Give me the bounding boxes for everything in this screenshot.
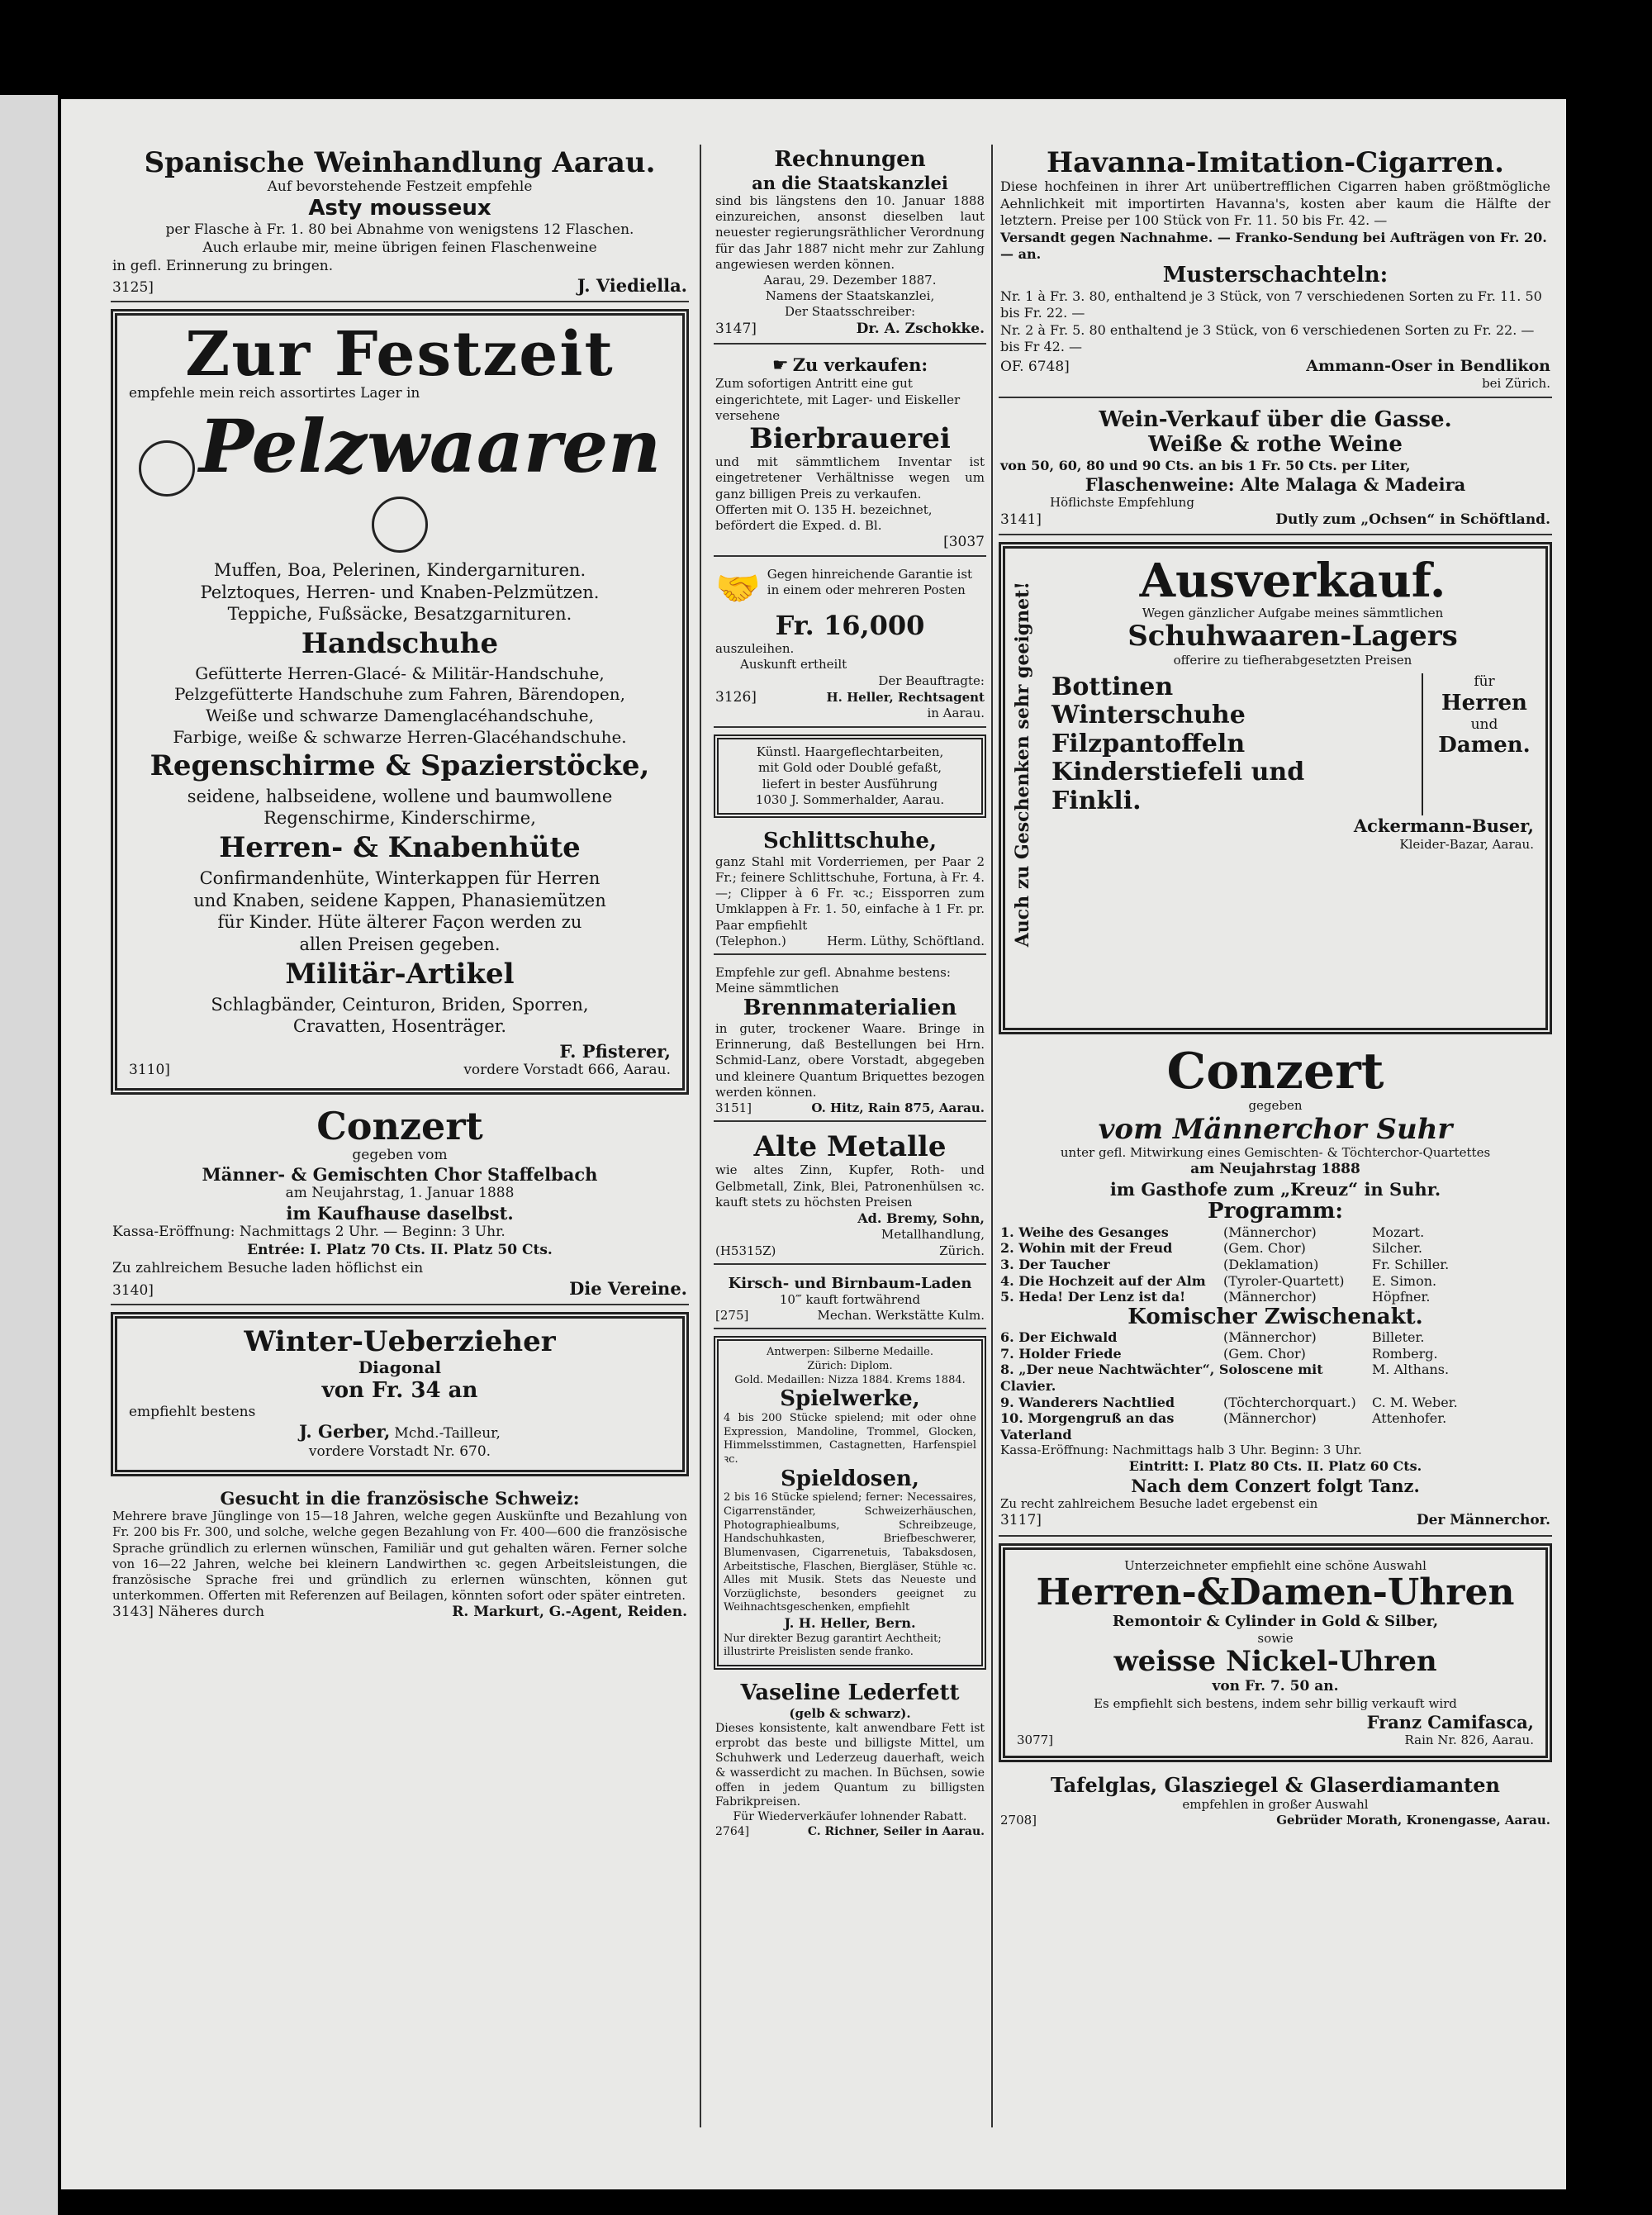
ad-title: Havanna-Imitation-Cigarren. [1047,146,1504,179]
ad-text: Wegen gänzlicher Aufgabe meines sämmtlichen [1142,606,1444,621]
ad-number: 3147] [715,320,757,337]
ad-conzert-suhr [999,1043,1552,1536]
ad-title: Tafelglas, Glasziegel & Glaserdiamanten [1051,1772,1500,1797]
ornament-icon [372,497,428,553]
ad-signature: Der Männerchor. [1416,1512,1550,1529]
ad-title: Winter-Ueberzieher [244,1324,556,1358]
ad-text: Entrée: I. Platz 70 Cts. II. Platz 50 Cts. [247,1242,553,1259]
ad-subtitle: weisse Nickel-Uhren [1113,1645,1437,1679]
ad-text: Näheres durch [158,1604,265,1621]
ad-vaseline [714,1678,986,1843]
list-item: Cravatten, Hosenträger. [292,1016,507,1037]
ad-text: in guter, trockener Waare. Bringe in Erinnerung, daß Bestellungen bei Hrn. Schmid-Lanz, obere Vorstadt, abgegeben und kleinere Quantum Briquettes bezogen werden können. [715,1021,985,1100]
ad-text: Zu zahlreichem Besuche laden höflichst ein [112,1259,424,1276]
ad-text: empfiehlt bestens [129,1403,256,1420]
column-middle [714,145,986,1850]
ad-signature: Ad. Bremy, Sohn, [857,1210,985,1226]
section-title: Regenschirme & Spazierstöcke, [150,749,650,783]
ad-text: Antwerpen: Silberne Medaille. [767,1346,933,1359]
ad-text: Kassa-Eröffnung: Nachmittags halb 3 Uhr. Beginn: 3 Uhr. [1000,1443,1362,1458]
ad-signature: Franz Camifasca, [1366,1711,1534,1733]
program-list [1000,1329,1550,1443]
program-item: 8. „Der neue Nachtwächter“, Soloscene mit Clavier. M. Althans. [1000,1362,1450,1394]
ad-subtitle: Männer- & Gemischten Chor Staffelbach [202,1164,598,1186]
ad-address: Rain Nr. 826, Aarau. [1404,1732,1534,1747]
ad-signature: J. H. Heller, Bern. [784,1615,916,1632]
program-list [1000,1224,1550,1305]
list-item: Regenschirme, Kinderschirme, [263,808,536,829]
ad-text: Auskunft ertheilt [740,657,847,673]
newspaper-page [61,99,1566,2189]
ad-text: Offerten mit O. 135 H. bezeichnet, befördert die Exped. d. Bl. [715,501,933,534]
ad-address: vordere Vorstadt Nr. 670. [308,1443,491,1461]
facing-page-edge [0,95,58,2215]
ornament-icon [139,440,195,497]
list-item: Farbige, weiße & schwarze Herren-Glacéhandschuhe. [173,726,627,747]
ad-text: bei Zürich. [1482,375,1550,391]
ad-price: von Fr. 7. 50 an. [1212,1677,1339,1695]
ad-text: empfehlen in großer Auswahl [1182,1796,1369,1812]
ad-signature: F. Pfisterer, [559,1041,671,1062]
column-left [111,145,689,1633]
ad-signature: H. Heller, Rechtsagent [826,689,985,705]
ad-text: am Neujahrstag, 1. Januar 1888 [285,1185,515,1202]
ad-signature: J. Gerber, [299,1421,391,1443]
ad-signature: Ammann-Oser in Bendlikon [1306,356,1550,375]
ad-number: 3143] [112,1604,154,1621]
ad-subtitle: Musterschachteln: [1162,262,1389,288]
ad-text: Mchd.-Tailleur, [394,1425,501,1443]
ad-text: Gold. Medaillen: Nizza 1884. Krems 1884. [734,1373,966,1386]
ad-text: Kassa-Eröffnung: Nachmittags 2 Uhr. — Beginn: 3 Uhr. [112,1224,506,1241]
ad-number: (H5315Z) [715,1243,776,1258]
ad-subtitle: im Kaufhause daselbst. [286,1203,514,1224]
list-item: und Knaben, seidene Kappen, Phanasiemützen [193,890,606,910]
ad-title: Wein-Verkauf über die Gasse. [1099,407,1452,432]
ad-text: in gefl. Erinnerung zu bringen. [112,257,334,274]
list-item: Weiße und schwarze Damenglacéhandschuhe, [206,705,594,725]
ad-weinhandlung [111,145,689,302]
ad-text: und [1470,715,1498,733]
ad-text: Diese hochfeinen in ihrer Art unübertrefflichen Cigarren haben größtmögliche Aehnlichkeit mit importirten Havanna's, kosten aber kaum die Hälfte der letztern. Preise per 100 Stück von Fr. 11. 50 bis Fr. 42. — [1000,178,1550,229]
ad-signature: Mechan. Werkstätte Kulm. [817,1308,985,1324]
ad-text: 10‴ kauft fortwährend [779,1292,921,1308]
list-item: Muffen, Boa, Pelerinen, Kindergarnituren. [213,559,586,580]
ad-text: Herren [1441,690,1527,715]
ad-text: Auch erlaube mir, meine übrigen feinen Flaschenweine [202,239,597,256]
ad-text: Kleider-Bazar, Aarau. [1399,836,1534,852]
ad-number: 3151] [715,1100,752,1115]
ad-title: Conzert [316,1104,483,1149]
ad-text: mit Gold oder Doublé gefaßt, [758,760,942,776]
ad-title: Ausverkauf. [1139,554,1446,609]
ad-address: vordere Vorstadt 666, Aarau. [463,1062,671,1079]
program-item: 10. Morgengruß an das Vaterland (Männerchor) Attenhofer. [1000,1410,1447,1443]
ad-text: für [1474,673,1495,690]
ad-text: ganz Stahl mit Vorderriemen, per Paar 2 Fr.; feinere Schlittschuhe, Fortuna, à Fr. 4. —; Clipper à 6 Fr. ꝛc.; Eissporren zum Umklappen à Fr. 1. 50, einfache à 1 Fr. pr. Paar empfiehlt [715,853,985,933]
ad-subtitle: (gelb & schwarz). [789,1705,911,1721]
list-item: Teppiche, Fußsäcke, Besatzgarnituren. [227,604,572,625]
ad-number: OF. 6748] [1000,358,1070,375]
ad-text: Empfehle zur gefl. Abnahme bestens: Meine sämmtlichen [715,964,951,996]
ad-number: 3140] [112,1281,154,1299]
list-item: Confirmandenhüte, Winterkappen für Herren [199,867,601,888]
ad-text: Damen. [1438,733,1531,758]
ad-text: Nach dem Conzert folgt Tanz. [1131,1475,1420,1496]
ad-signature: Dutly zum „Ochsen“ in Schöftland. [1275,511,1550,528]
ad-signature: J. Viediella. [577,275,687,297]
ad-kirsch [714,1271,986,1330]
ad-signature: Ackermann-Buser, [1353,815,1534,837]
ad-number: 2764] [715,1825,750,1839]
ad-uhren [999,1543,1552,1762]
ad-text: Nr. 1 à Fr. 3. 80, enthaltend je 3 Stück, von 7 verschiedenen Sorten zu Fr. 11. 50 bis Fr. 22. — [1000,288,1542,321]
ad-signature: Herm. Lüthy, Schöftland. [827,933,985,948]
list-item: Gefütterte Herren-Glacé- & Militär-Handschuhe, [195,663,605,683]
ad-text: unter gefl. Mitwirkung eines Gemischten- & Töchterchor-Quartettes [1060,1144,1491,1160]
product-name: Asty mousseux [308,196,491,221]
ad-ausverkauf [999,542,1552,1034]
ad-subtitle: an die Staatskanzlei [752,172,948,193]
ad-text: Zürich. [939,1243,985,1258]
ad-text: Nr. 2 à Fr. 5. 80 enthaltend je 3 Stück, von 6 verschiedenen Sorten zu Fr. 22. — bis Fr 42. — [1000,321,1535,355]
ad-tafelglas [999,1771,1552,1832]
ad-title: Bierbrauerei [749,421,951,455]
ad-subtitle: Remontoir & Cylinder in Gold & Silber, [1112,1613,1439,1631]
list-item: Schlagbänder, Ceinturon, Briden, Sporren, [211,994,589,1015]
column-rule [700,145,701,2127]
ad-darlehen [714,563,986,728]
list-item: seidene, halbseidene, wollene und baumwollene [187,786,613,806]
ad-title: Kirsch- und Birnbaum-Laden [728,1274,972,1292]
ad-text: 2 bis 16 Stücke spielend; ferner: Necessaires, Cigarrenständer, Schweizerhäuschen, Photographiealbums, Schreibzeuge, Handschuhkasten, Briefbeschwerer, Blumenvasen, Cigarrenetuis, Tabaksdosen, Arbeitstische, Flaschen, Biergläser, Stühle ꝛc. Alles mit Musik. Stets das Neueste und Vorzüglichste, besonders geeignet zu Weihnachtsgeschenken, empfiehlt [724,1491,976,1614]
program-item: 2. Wohin mit der Freud (Gem. Chor) Silcher. [1000,1240,1422,1257]
list-item: Pelzgefütterte Handschuhe zum Fahren, Bärendopen, [174,684,625,705]
ad-text: Dieses konsistente, kalt anwendbare Fett ist erprobt das beste und billigste Mittel, um Schuhwerk und Lederzeug dauerhaft, weich & wasserdicht zu machen. In Büchsen, sowie offen in jedem Quantum zu billigsten Fabrikpreisen. [715,1721,985,1809]
ad-text: Mehrere brave Jünglinge von 15—18 Jahren, welche gegen Auskünfte und Bezahlung von Fr. 200 bis Fr. 300, und solche, welche gegen Bezahlung von Fr. 400—600 die französische Sprache gründlich zu erlernen wünschen, Familiär und gut gehalten wären. Ferner solche von 16—22 Jahren, welche bei kleinern Landwirthen ꝛc. gegen Arbeitsleistungen, die französische Sprache frei und gründlich zu erlernen wünschten, können gut unterkommen. Offerten mit Referenzen auf Beilagen, könnten sofort oder später eintreten. [112,1509,687,1604]
section-title: Herren- & Knabenhüte [219,831,581,865]
column-right [999,145,1552,1839]
ad-weinverkauf [999,405,1552,535]
ad-text: per Flasche à Fr. 1. 80 bei Abnahme von wenigstens 12 Flaschen. [165,221,634,239]
ad-spielwerke [714,1336,986,1670]
ad-heading: Zu verkaufen: [792,354,928,376]
ad-text: Auf bevorstehende Festzeit empfehle [267,178,533,196]
ad-text: Zu recht zahlreichem Besuche ladet ergebenst ein [1000,1495,1318,1511]
ad-conzert-staffelbach [111,1103,689,1305]
hand-list [129,663,671,748]
list-item: allen Preisen gegeben. [299,934,501,955]
ad-haararbeiten [714,734,986,818]
ad-text: Es empfiehlt sich bestens, indem sehr billig verkauft wird [1094,1695,1457,1711]
pointing-hand-icon: ☛ [771,355,789,377]
ad-number: 3077] [1017,1732,1054,1747]
ad-signature: Die Vereine. [569,1277,687,1299]
ad-subtitle: Schuhwaaren-Lagers [1127,620,1458,654]
ad-title: Rechnungen [774,147,926,172]
list-item: Winterschuhe [1051,701,1246,730]
ad-text: Zürich: Diplom. [807,1359,893,1372]
program-heading: Programm: [1208,1199,1343,1224]
program-item: 3. Der Taucher (Deklamation) Fr. Schiller. [1000,1257,1450,1272]
ad-number: 3110] [129,1062,170,1079]
ad-text: 1030 J. Sommerhalder, Aarau. [755,791,945,807]
ad-signature: O. Hitz, Rain 875, Aarau. [811,1100,985,1115]
ad-number: 3141] [1000,511,1042,528]
ad-signature: C. Richner, Seiler in Aarau. [807,1825,985,1839]
section-title: Pelzwaaren [198,403,662,490]
ad-text: in Aarau. [927,705,985,720]
program-item: 7. Holder Friede (Gem. Chor) Romberg. [1000,1345,1438,1362]
program-item: 1. Weihe des Gesanges (Männerchor) Mozart. [1000,1224,1425,1240]
ad-text: Aarau, 29. Dezember 1887. [763,273,937,288]
ad-subtitle: Flaschenweine: Alte Malaga & Madeira [1085,474,1466,496]
program-item: 6. Der Eichwald (Männerchor) Billeter. [1000,1329,1425,1346]
ad-title: Alte Metalle [753,1129,947,1163]
ad-number: 2708] [1000,1812,1037,1828]
ad-rechnungen [714,145,986,345]
ad-schlittschuhe [714,826,986,955]
ad-gesucht [111,1485,689,1627]
program-item: 4. Die Hochzeit auf der Alm (Tyroler-Quartett) E. Simon. [1000,1272,1437,1289]
ad-signature: Dr. A. Zschokke. [856,320,985,337]
ad-text: Eintritt: I. Platz 80 Cts. II. Platz 60 Cts. [1128,1458,1422,1475]
ad-text: Höflichste Empfehlung [1050,495,1194,511]
ad-text: sind bis längstens den 10. Januar 1888 einzureichen, ansonst dieselben laut neuester regierungsräthlicher Verordnung für das Jahr 1887 nicht mehr zur Zahlung angewiesen werden können. [715,193,985,272]
ad-title: Vaseline Lederfett [740,1680,960,1705]
ad-number: 3126] [715,688,757,706]
list-item: Filzpantoffeln [1051,729,1246,758]
pelz-list [129,559,671,626]
mil-list [129,994,671,1039]
list-item: Pelztoques, Herren- und Knaben-Pelzmützen. [200,582,600,602]
ad-text: gegeben [1248,1098,1303,1114]
list-item: Bottinen [1051,672,1174,701]
ad-signature: R. Markurt, G.-Agent, Reiden. [452,1604,687,1621]
program-item: 9. Wanderers Nachtlied (Töchterchorquart.) C. M. Weber. [1000,1394,1458,1410]
ad-text: Diagonal [358,1357,442,1378]
ad-subtitle: Weiße & rothe Weine [1148,431,1403,457]
ad-text: Zum sofortigen Antritt eine gut eingerichtete, mit Lager- und Eiskeller versehene [715,376,961,423]
ad-number: 3117] [1000,1512,1042,1529]
ad-text: Künstl. Haargeflechtarbeiten, [756,744,944,760]
ad-subtitle: vom Männerchor Suhr [1098,1112,1453,1146]
ad-text: wie altes Zinn, Kupfer, Roth- und Gelbmetall, Zink, Blei, Patronenhülsen ꝛc. kauft stets zu höchsten Preisen [715,1162,985,1210]
ad-text: Gegen hinreichende Garantie ist in einem oder mehreren Posten [767,567,973,598]
ad-text: sowie [1257,1631,1294,1647]
ad-title: Gesucht in die französische Schweiz: [220,1487,580,1509]
ad-brennmaterialien [714,962,986,1122]
ad-signature: Gebrüder Morath, Kronengasse, Aarau. [1276,1812,1550,1828]
ad-text: und mit sämmtlichem Inventar ist eingetretener Verhältnisse wegen um ganz billigen Preis zu verkaufen. [715,454,985,501]
ad-text: von 50, 60, 80 und 90 Cts. an bis 1 Fr. 50 Cts. per Liter, [1000,457,1411,473]
ad-text: Namens der Staatskanzlei, [765,288,935,304]
ad-text: am Neujahrstag 1888 [1190,1161,1360,1178]
ad-title: Herren-&Damen-Uhren [1036,1571,1515,1614]
ad-festzeit [111,309,689,1095]
reg-list [129,786,671,830]
ad-havanna [999,145,1552,398]
ad-title: Spieldosen, [781,1466,919,1491]
ad-title: Spanische Weinhandlung Aarau. [144,146,656,179]
ad-text: im Gasthofe zum „Kreuz“ in Suhr. [1109,1178,1441,1200]
ad-price: von Fr. 34 an [321,1377,478,1403]
ad-number: [275] [715,1308,749,1324]
list-item: Finkli. [1051,786,1142,815]
ad-text: Für Wiederverkäufer lohnender Rabatt. [733,1810,967,1824]
ad-amount: Fr. 16,000 [775,610,925,642]
section-title: Militär-Artikel [285,958,515,991]
ad-number: [3037 [943,534,985,551]
hut-list [129,867,671,957]
ad-text: Versandt gegen Nachnahme. — Franko-Sendung bei Aufträgen von Fr. 20. — an. [1000,229,1547,263]
ad-number: 3125] [112,279,154,297]
ad-text: (Telephon.) [715,933,786,948]
ad-bierbrauerei [714,351,986,557]
ad-alte-metalle [714,1129,986,1265]
ad-text: Der Staatsschreiber: [784,304,916,320]
ad-text: offerire zu tiefherabgesetzten Preisen [1173,652,1412,668]
ad-text: 4 bis 200 Stücke spielend; mit oder ohne Expression, Mandoline, Trommel, Glocken, Himmelsstimmen, Castagnetten, Harfenspiel ꝛc. [724,1412,976,1466]
ad-winter [111,1312,689,1476]
vertical-slogan: Auch zu Geschenken sehr geeignet! [1012,582,1033,948]
column-rule [991,145,993,2127]
ad-text: gegeben vom [352,1146,448,1163]
ad-text: Unterzeichneter empfiehlt eine schöne Auswahl [1124,1557,1427,1573]
list-item: Kinderstiefeli und [1051,758,1305,787]
ad-title: Brennmaterialien [743,996,957,1021]
ad-title: Spielwerke, [780,1386,920,1412]
ad-text: liefert in bester Ausführung [762,776,938,791]
ad-text: Der Beauftragte: [878,673,985,688]
ad-text: empfehle mein reich assortirtes Lager in [129,385,420,402]
ad-text: Metallhandlung, [881,1227,985,1243]
handshake-icon: 🤝 [715,568,761,611]
program-interlude: Komischer Zwischenakt. [1127,1304,1423,1329]
ad-text: auszuleihen. [715,641,795,657]
ad-title: Conzert [1166,1043,1384,1101]
ad-title: Zur Festzeit [185,319,615,391]
ad-title: Schlittschuhe, [762,828,938,853]
list-item: für Kinder. Hüte älterer Façon werden zu [217,912,582,933]
section-title: Handschuhe [301,627,499,661]
ad-text: Nur direkter Bezug garantirt Aechtheit; illustrirte Preislisten sende franko. [724,1632,942,1659]
program-item: 5. Heda! Der Lenz ist da! (Männerchor) Höpfner. [1000,1289,1431,1305]
